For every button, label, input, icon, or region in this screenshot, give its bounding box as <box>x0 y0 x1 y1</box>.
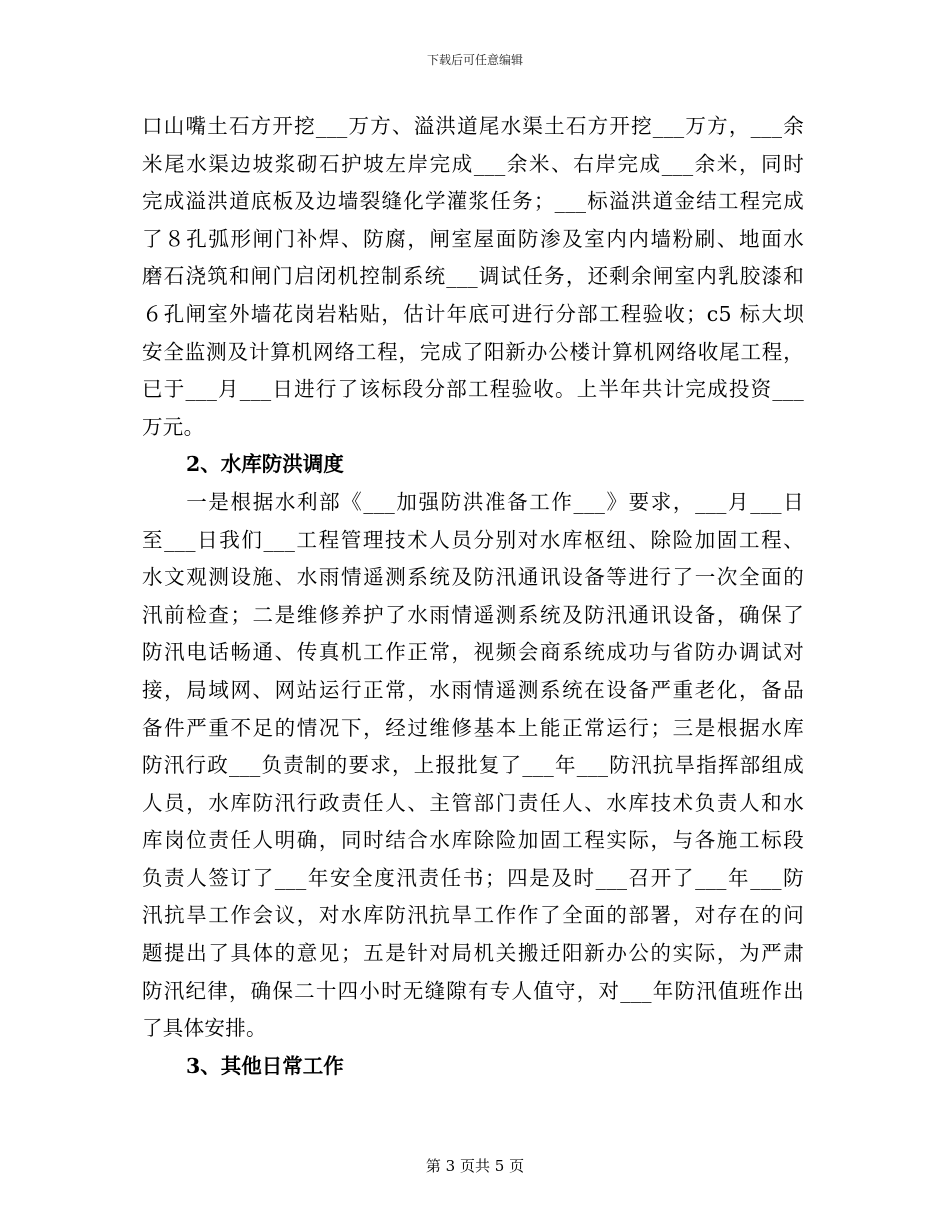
paragraph-line: 题提出了具体的意见；五是针对局机关搬迁阳新办公的实际，为严肃 <box>142 941 804 966</box>
paragraph-line: 口山嘴土石方开挖___万方、溢洪道尾水渠土石方开挖___万方，___余 <box>142 114 804 138</box>
paragraph-line: 了具体安排。 <box>142 1016 267 1041</box>
document-body <box>142 108 804 1085</box>
page-number: 第 3 页共 5 页 <box>425 1157 525 1175</box>
paragraph-line: 防汛电话畅通、传真机工作正常，视频会商系统成功与省防办调试对 <box>142 640 804 665</box>
paragraph-line: ６孔闸室外墙花岗岩粘贴，估计年底可进行分部工程验收；c5 标大坝 <box>142 301 804 326</box>
paragraph-line: 安全监测及计算机网络工程，完成了阳新办公楼计算机网络收尾工程， <box>142 339 804 364</box>
paragraph-line: 了８孔弧形闸门补焊、防腐，闸室屋面防渗及室内内墙粉刷、地面水 <box>142 226 804 251</box>
paragraph-line: 万元。 <box>142 414 205 439</box>
section-heading-flood-control: 2、水库防洪调度 <box>186 452 344 477</box>
paragraph-line: 备件严重不足的情况下，经过维修基本上能正常运行；三是根据水库 <box>142 715 804 740</box>
paragraph-line: 库岗位责任人明确，同时结合水库除险加固工程实际，与各施工标段 <box>142 828 804 853</box>
paragraph-line: 一是根据水利部《___加强防洪准备工作___》要求，___月___日 <box>142 489 804 514</box>
paragraph-line: 防汛纪律，确保二十四小时无缝隙有专人值守，对___年防汛值班作出 <box>142 978 804 1003</box>
paragraph-line: 已于___月___日进行了该标段分部工程验收。上半年共计完成投资___ <box>142 377 804 402</box>
section-heading-other-work: 3、其他日常工作 <box>186 1053 344 1078</box>
paragraph-line: 水文观测设施、水雨情遥测系统及防汛通讯设备等进行了一次全面的 <box>142 565 804 590</box>
paragraph-line: 防汛行政___负责制的要求，上报批复了___年___防汛抗旱指挥部组成 <box>142 753 804 778</box>
paragraph-line: 至___日我们___工程管理技术人员分别对水库枢纽、除险加固工程、 <box>142 527 804 552</box>
paragraph-line: 接，局域网、网站运行正常，水雨情遥测系统在设备严重老化，备品 <box>142 677 804 702</box>
paragraph-line: 磨石浇筑和闸门启闭机控制系统___调试任务，还剩余闸室内乳胶漆和 <box>142 264 804 289</box>
paragraph-line: 负责人签订了___年安全度汛责任书；四是及时___召开了___年___防 <box>142 865 804 890</box>
paragraph-line: 汛前检查；二是维修养护了水雨情遥测系统及防汛通讯设备，确保了 <box>142 602 804 627</box>
paragraph-line: 完成溢洪道底板及边墙裂缝化学灌浆任务；___标溢洪道金结工程完成 <box>142 189 804 214</box>
page-header-note: 下载后可任意编辑 <box>426 53 523 67</box>
paragraph-line: 人员，水库防汛行政责任人、主管部门责任人、水库技术负责人和水 <box>142 790 804 815</box>
paragraph-line: 米尾水渠边坡浆砌石护坡左岸完成___余米、右岸完成___余米，同时 <box>142 151 804 176</box>
paragraph-line: 汛抗旱工作会议，对水库防汛抗旱工作作了全面的部署，对存在的问 <box>142 903 804 928</box>
